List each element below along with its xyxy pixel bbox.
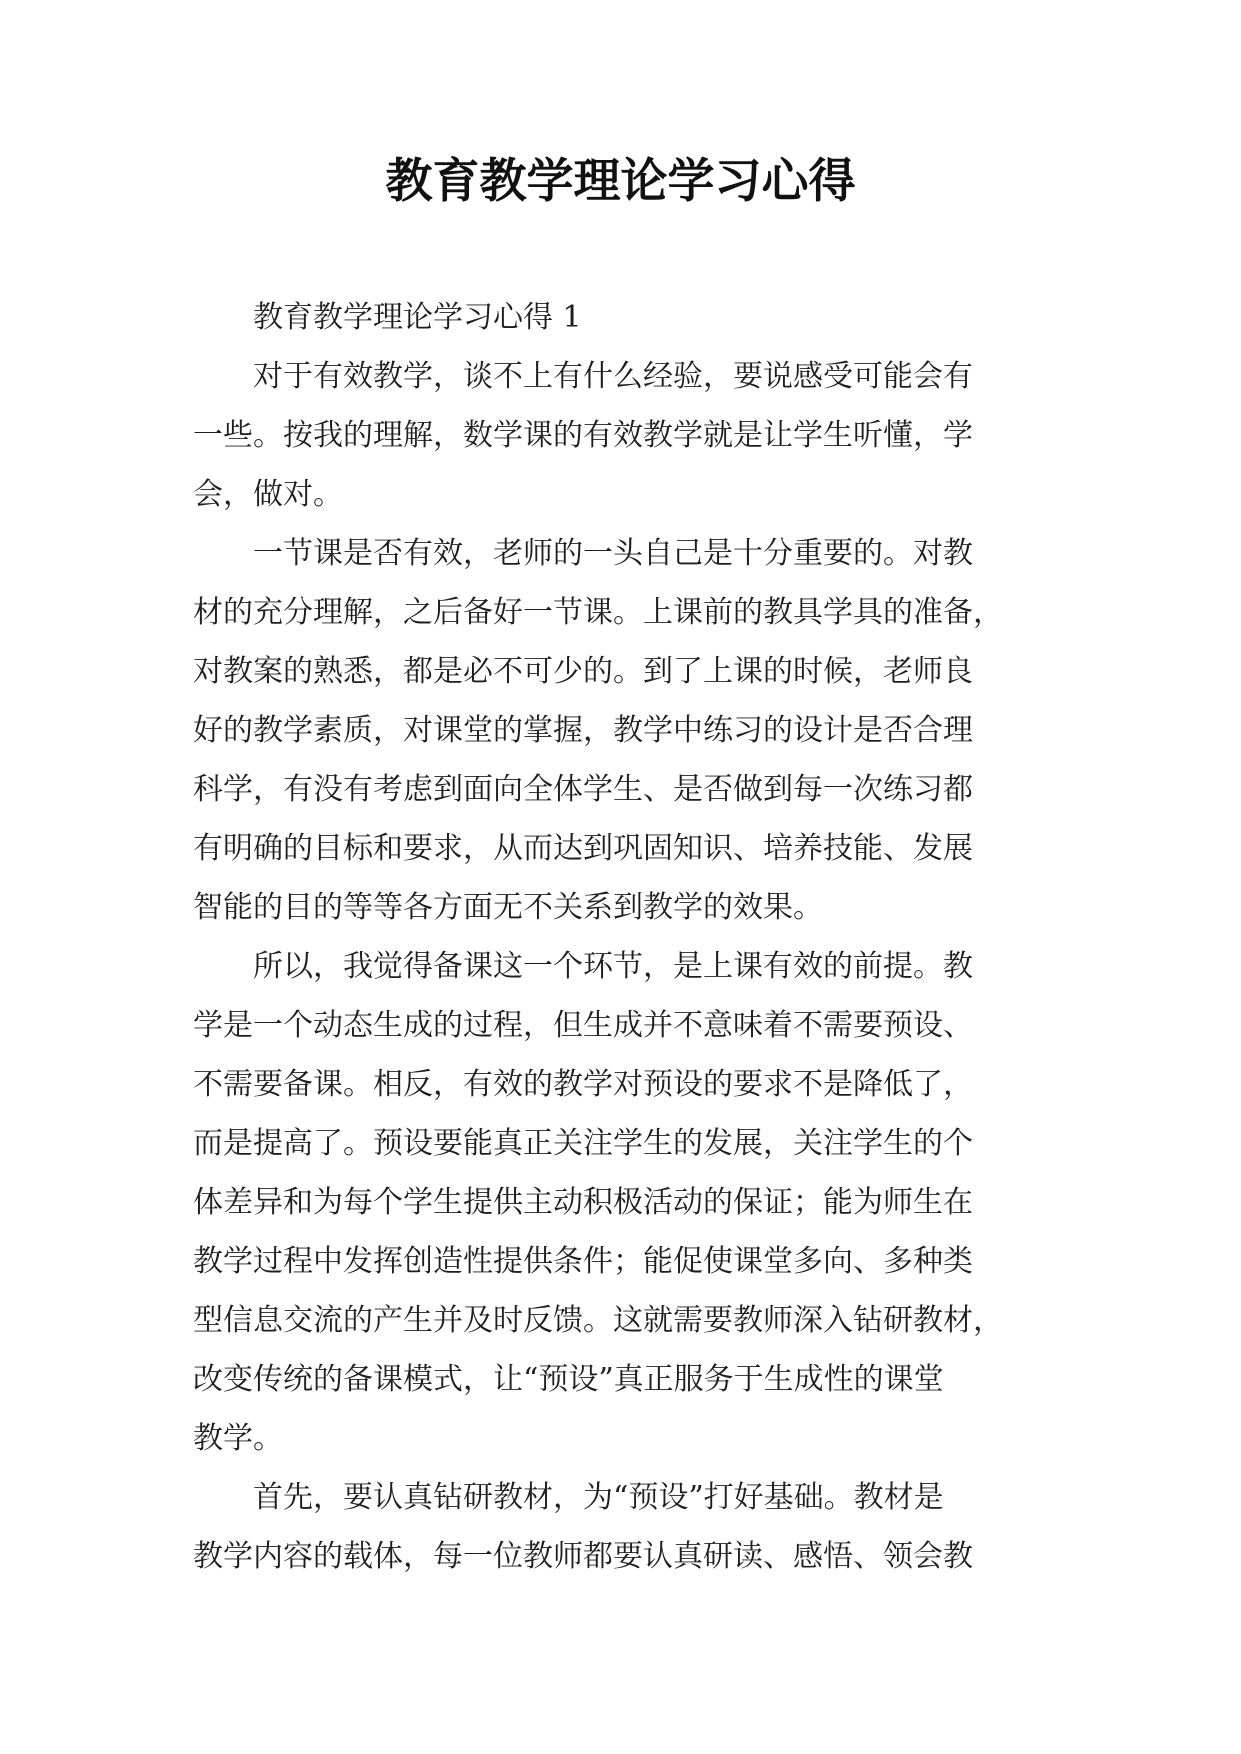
text-line: 科学，有没有考虑到面向全体学生、是否做到每一次练习都 [193, 772, 973, 807]
text-line: 改变传统的备课模式，让“预设”真正服务于生成性的课堂 [193, 1362, 944, 1397]
text-line: 一节课是否有效，老师的一头自己是十分重要的。对教 [193, 536, 973, 571]
text-line: 智能的目的等等各方面无不关系到教学的效果。 [193, 890, 823, 925]
text-line: 教育教学理论学习心得 1 [193, 300, 582, 335]
text-line: 学是一个动态生成的过程，但生成并不意味着不需要预设、 [193, 1008, 973, 1043]
text-line: 教学过程中发挥创造性提供条件；能促使课堂多向、多种类 [193, 1244, 973, 1279]
document-body [193, 288, 1049, 1586]
text-line: 对于有效教学，谈不上有什么经验，要说感受可能会有 [193, 359, 973, 394]
text-line: 材的充分理解，之后备好一节课。上课前的教具学具的准备， [193, 595, 1003, 630]
text-line: 体差异和为每个学生提供主动积极活动的保证；能为师生在 [193, 1185, 973, 1220]
text-line: 首先，要认真钻研教材，为“预设”打好基础。教材是 [193, 1480, 944, 1515]
text-line: 教学内容的载体，每一位教师都要认真研读、感悟、领会教 [193, 1539, 973, 1574]
text-line: 不需要备课。相反，有效的教学对预设的要求不是降低了， [193, 1067, 973, 1102]
document-title: 教育教学理论学习心得 [385, 154, 856, 209]
text-line: 所以，我觉得备课这一个环节，是上课有效的前提。教 [193, 949, 973, 984]
text-line: 而是提高了。预设要能真正关注学生的发展，关注学生的个 [193, 1126, 973, 1161]
text-line: 教学。 [193, 1421, 283, 1456]
text-line: 会，做对。 [193, 477, 343, 512]
text-line: 好的教学素质，对课堂的掌握，教学中练习的设计是否合理 [193, 713, 973, 748]
text-line: 型信息交流的产生并及时反馈。这就需要教师深入钻研教材， [193, 1303, 1003, 1338]
text-line: 对教案的熟悉，都是必不可少的。到了上课的时候，老师良 [193, 654, 973, 689]
text-line: 有明确的目标和要求，从而达到巩固知识、培养技能、发展 [193, 831, 973, 866]
text-line: 一些。按我的理解，数学课的有效教学就是让学生听懂，学 [193, 418, 973, 453]
